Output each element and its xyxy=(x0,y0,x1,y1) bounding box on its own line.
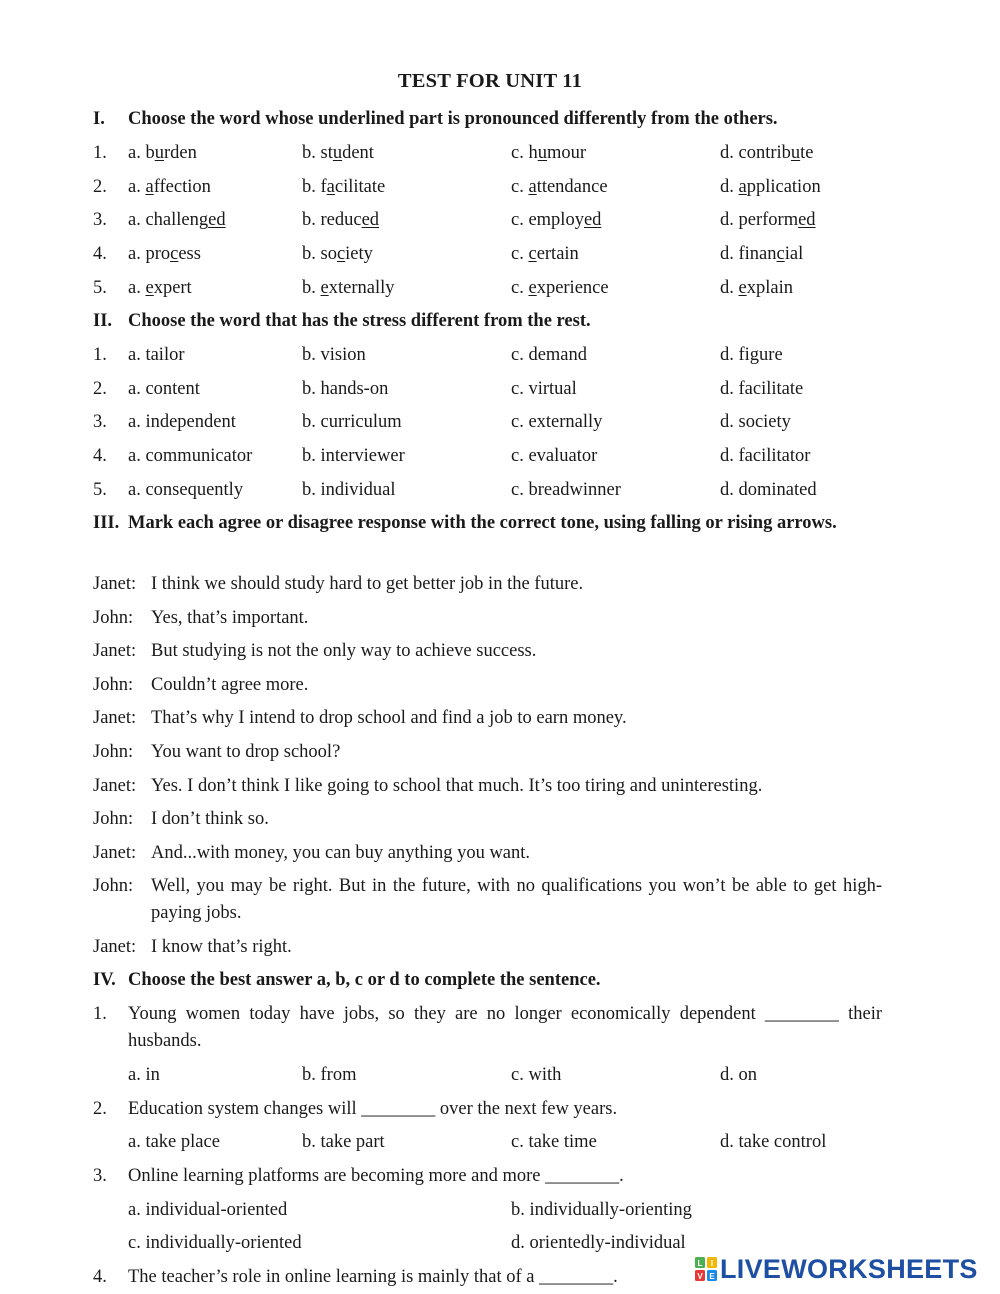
item-number: 5. xyxy=(93,277,107,298)
speaker-name: John: xyxy=(93,809,134,830)
dialogue-text[interactable]: Yes. I don’t think I like going to school that much. It’s too tiring and uninteresting. xyxy=(151,775,763,796)
word-suffix: ess xyxy=(178,244,201,265)
word-prefix: d. finan xyxy=(720,244,777,265)
question-number: 1. xyxy=(93,1004,107,1024)
underlined-part: e xyxy=(528,277,537,298)
option-b[interactable] xyxy=(302,275,394,301)
word-prefix: b. xyxy=(302,277,321,298)
option-a[interactable]: a. communicator xyxy=(128,446,253,467)
word-suffix: dent xyxy=(342,143,374,163)
underlined-part: c xyxy=(336,244,346,265)
underlined-part: ed xyxy=(208,210,226,231)
option-c[interactable]: c. externally xyxy=(511,412,603,433)
option-c[interactable]: c. individually-oriented xyxy=(128,1233,302,1253)
item-number: 5. xyxy=(93,479,107,500)
option-a[interactable]: a. consequently xyxy=(128,479,244,500)
underlined-part: e xyxy=(145,277,154,298)
word-prefix: a. b xyxy=(128,143,155,163)
option-d[interactable] xyxy=(720,207,816,233)
option-c[interactable]: c. evaluator xyxy=(511,446,598,467)
option-c[interactable]: c. virtual xyxy=(511,378,577,399)
option-a[interactable] xyxy=(128,174,211,200)
speaker-name: John: xyxy=(93,742,134,762)
word-suffix: xternally xyxy=(328,277,395,298)
underlined-part: a xyxy=(528,176,537,197)
option-a[interactable] xyxy=(128,275,192,301)
question-text: Young women today have jobs, so they are no longer economically dependent ________ their husbands. xyxy=(128,1004,882,1051)
speaker-name: John: xyxy=(93,674,134,695)
word-suffix: ttendance xyxy=(536,176,608,197)
svg-text:V: V xyxy=(697,1272,703,1281)
option-c[interactable] xyxy=(511,140,586,166)
dialogue-text[interactable]: I know that’s right. xyxy=(151,936,292,957)
item-number: 1. xyxy=(93,143,107,163)
word-suffix: xperience xyxy=(536,277,609,298)
word-prefix: a. challeng xyxy=(128,210,209,231)
speaker-name: John: xyxy=(93,876,134,897)
option-a[interactable]: a. take place xyxy=(128,1132,220,1152)
dialogue-text[interactable]: And...with money, you can buy anything you want. xyxy=(151,842,531,863)
word-suffix: ertain xyxy=(536,244,579,265)
speaker-name: Janet: xyxy=(93,842,137,863)
option-c[interactable] xyxy=(511,241,579,267)
dialogue-text[interactable]: I don’t think so. xyxy=(151,809,269,830)
option-b[interactable] xyxy=(302,140,374,166)
option-a[interactable]: a. in xyxy=(128,1065,160,1085)
option-d[interactable] xyxy=(720,174,821,200)
underlined-part: ed xyxy=(583,210,602,231)
option-a[interactable] xyxy=(128,241,201,267)
word-prefix: d. contrib xyxy=(720,143,791,163)
option-c[interactable] xyxy=(511,174,608,200)
option-d[interactable]: d. dominated xyxy=(720,479,817,500)
option-b[interactable] xyxy=(302,174,385,200)
question-number: 2. xyxy=(93,1099,107,1119)
option-a[interactable]: a. content xyxy=(128,378,200,399)
option-d[interactable]: d. figure xyxy=(720,345,783,365)
dialogue-text[interactable]: Couldn’t agree more. xyxy=(151,674,309,695)
word-suffix: rden xyxy=(163,143,197,163)
page-title: TEST FOR UNIT 11 xyxy=(397,70,583,92)
option-d[interactable]: d. society xyxy=(720,412,791,433)
svg-text:L: L xyxy=(697,1259,703,1268)
underlined-part: ed xyxy=(361,210,380,231)
option-a[interactable] xyxy=(128,140,197,166)
question-text: Online learning platforms are becoming more and more ________. xyxy=(128,1166,624,1186)
item-number: 3. xyxy=(93,412,107,433)
section-title: Mark each agree or disagree response with the correct tone, using falling or rising arrows. xyxy=(128,513,837,533)
word-suffix: ffection xyxy=(153,176,211,197)
speaker-name: Janet: xyxy=(93,574,137,594)
option-b[interactable]: b. curriculum xyxy=(302,412,402,433)
option-b[interactable]: b. hands-on xyxy=(302,378,389,399)
word-prefix: d. perform xyxy=(720,210,799,231)
section-title: Choose the best answer a, b, c or d to complete the sentence. xyxy=(128,970,601,990)
svg-text:E: E xyxy=(709,1272,715,1281)
dialogue-text[interactable]: Yes, that’s important. xyxy=(151,607,309,628)
item-number: 4. xyxy=(93,446,107,467)
option-b[interactable] xyxy=(302,241,373,267)
word-prefix: a. xyxy=(128,176,146,197)
option-a[interactable] xyxy=(128,207,226,233)
underlined-part: a xyxy=(145,176,154,197)
question-text: Education system changes will ________ over the next few years. xyxy=(128,1099,618,1119)
word-prefix: c. employ xyxy=(511,210,584,231)
word-prefix: c. xyxy=(511,176,529,197)
word-suffix: mour xyxy=(546,143,587,163)
option-c[interactable] xyxy=(511,275,609,301)
option-c[interactable]: c. take time xyxy=(511,1132,597,1152)
item-number: 2. xyxy=(93,378,107,399)
underlined-part: c xyxy=(776,244,785,265)
option-d[interactable]: d. facilitator xyxy=(720,446,811,467)
section-number: IV. xyxy=(93,970,116,990)
option-d[interactable] xyxy=(720,241,803,267)
option-b[interactable]: b. individual xyxy=(302,479,396,500)
word-prefix: c. h xyxy=(511,143,538,163)
option-d[interactable] xyxy=(720,275,793,301)
dialogue-text[interactable]: Well, you may be right. But in the future, with no qualifications you won’t be able to get high-paying jobs. xyxy=(151,876,882,924)
word-prefix: a. pro xyxy=(128,244,171,265)
option-d[interactable]: d. orientedly-individual xyxy=(511,1233,686,1253)
item-number: 4. xyxy=(93,244,107,265)
underlined-part: e xyxy=(738,277,747,298)
option-d[interactable] xyxy=(720,140,814,166)
word-prefix: b. st xyxy=(302,143,333,163)
underlined-part: c xyxy=(170,244,179,265)
underlined-part: a xyxy=(738,176,747,197)
question-text: The teacher’s role in online learning is mainly that of a ________. xyxy=(128,1267,618,1287)
option-d[interactable]: d. facilitate xyxy=(720,378,804,399)
dialogue-text[interactable]: You want to drop school? xyxy=(151,742,341,762)
question-number: 3. xyxy=(93,1166,107,1186)
option-d[interactable]: d. on xyxy=(720,1065,757,1085)
option-b[interactable]: b. interviewer xyxy=(302,446,405,467)
option-b[interactable]: b. vision xyxy=(302,345,366,365)
underlined-part: u xyxy=(790,143,801,163)
item-number: 1. xyxy=(93,345,107,365)
underlined-part: u xyxy=(332,143,343,163)
dialogue-text[interactable]: But studying is not the only way to achieve success. xyxy=(151,641,537,662)
option-c[interactable]: c. with xyxy=(511,1065,562,1085)
section-number: I. xyxy=(93,109,105,129)
underlined-part: e xyxy=(320,277,329,298)
underlined-part: u xyxy=(154,143,164,163)
liveworksheets-logo-text: LIVEWORKSHEETS xyxy=(720,1253,978,1284)
option-c[interactable]: c. breadwinner xyxy=(511,479,621,500)
word-suffix: pplication xyxy=(746,176,821,197)
option-a[interactable]: a. individual-oriented xyxy=(128,1200,288,1220)
item-number: 3. xyxy=(93,210,107,231)
word-prefix: a. xyxy=(128,277,146,298)
dialogue-text[interactable]: I think we should study hard to get better job in the future. xyxy=(151,574,584,594)
word-prefix: b. f xyxy=(302,176,327,197)
underlined-part: ed xyxy=(798,210,816,231)
item-number: 2. xyxy=(93,176,107,197)
section-number: III. xyxy=(93,513,120,533)
liveworksheets-logo-icon xyxy=(694,1256,718,1282)
word-prefix: b. so xyxy=(302,244,337,265)
word-suffix: xpert xyxy=(153,277,192,298)
option-b[interactable]: b. take part xyxy=(302,1132,385,1152)
word-suffix: cilitate xyxy=(334,176,386,197)
option-c[interactable]: c. demand xyxy=(511,345,588,365)
speaker-name: Janet: xyxy=(93,775,137,796)
section-title: Choose the word whose underlined part is pronounced differently from the others. xyxy=(128,109,778,129)
section-number: II. xyxy=(93,311,113,331)
liveworksheets-logo[interactable] xyxy=(694,1254,978,1284)
option-a[interactable]: a. independent xyxy=(128,412,236,433)
speaker-name: John: xyxy=(93,607,134,628)
word-suffix: ial xyxy=(784,244,804,265)
underlined-part: u xyxy=(537,143,547,163)
svg-text:I: I xyxy=(710,1259,714,1268)
option-b[interactable] xyxy=(302,207,379,233)
option-d[interactable]: d. take control xyxy=(720,1132,827,1152)
word-prefix: b. reduc xyxy=(302,210,362,231)
option-c[interactable] xyxy=(511,207,601,233)
option-b[interactable]: b. from xyxy=(302,1065,357,1085)
section-title: Choose the word that has the stress different from the rest. xyxy=(128,311,591,331)
word-suffix: iety xyxy=(345,244,373,265)
option-b[interactable]: b. individually-orienting xyxy=(511,1200,692,1220)
word-prefix: d. xyxy=(720,176,739,197)
question-number: 4. xyxy=(93,1267,107,1287)
word-prefix: c. xyxy=(511,277,529,298)
underlined-part: a xyxy=(326,176,335,197)
option-a[interactable]: a. tailor xyxy=(128,345,185,365)
word-prefix: c. xyxy=(511,244,529,265)
word-suffix: xplain xyxy=(746,277,793,298)
dialogue-text[interactable]: That’s why I intend to drop school and find a job to earn money. xyxy=(151,708,627,729)
word-suffix: te xyxy=(800,143,814,163)
speaker-name: Janet: xyxy=(93,936,137,957)
word-prefix: d. xyxy=(720,277,739,298)
speaker-name: Janet: xyxy=(93,641,137,662)
underlined-part: c xyxy=(528,244,537,265)
speaker-name: Janet: xyxy=(93,708,137,729)
